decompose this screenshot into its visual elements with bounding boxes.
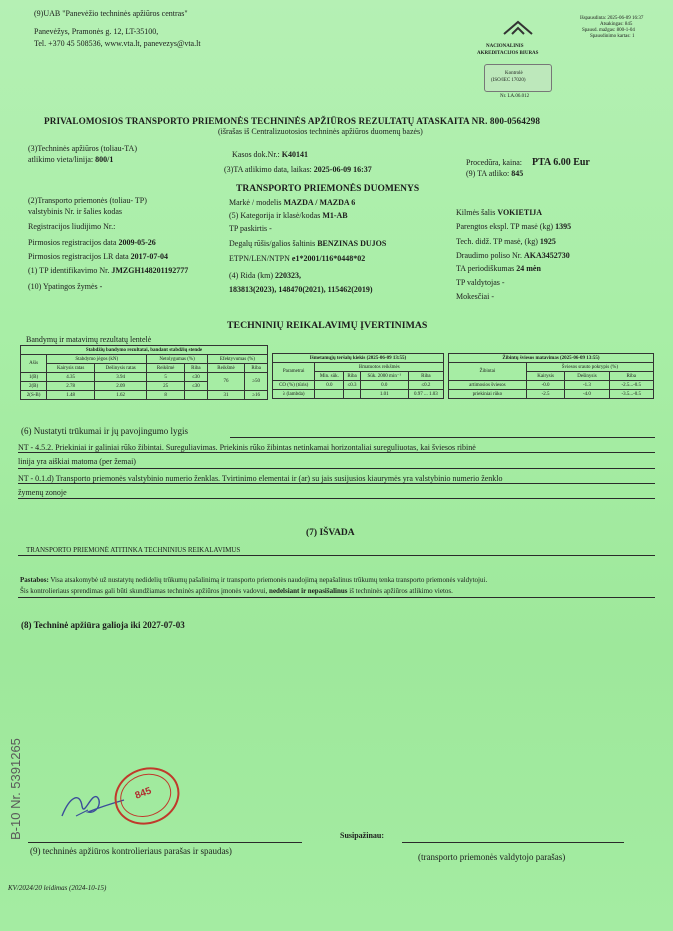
curb-mass	[456, 222, 571, 231]
lights-col-right: Dešinysis	[565, 372, 609, 381]
origin-country-label: Kilmės šalis	[456, 208, 496, 217]
vin	[28, 266, 188, 275]
procedure-value: PTA 6.00 Eur	[531, 157, 590, 168]
cell: 8	[147, 391, 185, 400]
taxes: Mokesčiai -	[456, 292, 494, 301]
cell	[315, 390, 344, 399]
notes-text-2a: Šis kontrolieriaus sprendimas gali būti skundžiamas techninės apžiūros įmonės vadovui,	[20, 587, 268, 595]
accreditation-badge	[484, 64, 552, 92]
cell: ≤0.2	[408, 381, 443, 390]
cell: 5	[147, 373, 185, 382]
conclusion-title: (7) IŠVADA	[306, 528, 355, 538]
first-registration-lt-label: Pirmosios registracijos LR data	[28, 252, 129, 261]
report-subtitle: (išrašas iš Centralizuotosios techninės apžiūros duomenų bazės)	[218, 127, 423, 136]
vehicle-owner: TP valdytojas -	[456, 278, 505, 287]
odometer-history: 183813(2023), 148470(2021), 115462(2019)	[229, 285, 373, 294]
reg-number-label: (2)Transporto priemonės (toliau- TP)	[28, 196, 147, 205]
serial-number: B-10 Nr. 5391265	[8, 738, 23, 840]
lights-col-left: Kairysis	[526, 372, 565, 381]
insurance-value: AKA3452730	[524, 251, 570, 260]
print-info-2: Atsakingas: 845	[600, 22, 633, 27]
notes-line-2	[20, 587, 453, 595]
fuel-label: Degalų rūšis/galios šaltinis	[229, 239, 316, 248]
etpn-value: e1*2001/116*0448*02	[291, 254, 366, 263]
brake-table-title: Stabdžių bandymo rezultatai, bandant stabdžių stende	[21, 346, 268, 355]
cell: 0.0	[360, 381, 408, 390]
category-value: M1-AB	[322, 211, 348, 220]
first-registration-label: Pirmosios registracijos data	[28, 238, 117, 247]
defect-item: žymenų zonoje	[18, 488, 67, 497]
inspection-period-value: 24 mėn	[516, 264, 541, 273]
brake-table	[20, 345, 268, 400]
place-line-label: atlikimo vieta/linija:	[28, 155, 94, 164]
divider	[18, 498, 655, 499]
brake-col-eff-val: Reikšmė	[207, 364, 244, 373]
vin-label: (1) TP identifikavimo Nr.	[28, 266, 110, 275]
cell: 0.0	[315, 381, 344, 390]
max-mass-label: Tech. didž. TP masė, (kg)	[456, 237, 538, 246]
brake-eff-service: 76	[207, 373, 244, 391]
vin-value: JMZGH148201192777	[111, 266, 189, 275]
etpn	[229, 254, 365, 263]
validity-label: (8) Techninė apžiūra galioja iki	[21, 620, 141, 630]
brake-col-eff-lim: Riba	[245, 364, 268, 373]
max-mass-value: 1925	[539, 237, 556, 246]
brake-col-force: Stabdymo jėgos (kN)	[47, 355, 147, 364]
cell: 2.09	[95, 382, 147, 391]
signature-line-owner	[402, 842, 624, 843]
cell: 4.35	[47, 373, 95, 382]
form-version: KV/2024/20 leidimas (2024-10-15)	[8, 884, 107, 892]
inspection-datetime-label: (3)TA atlikimo data, laikas:	[224, 165, 312, 174]
lights-col-angle: Šviesos srauto pokrypis (%)	[526, 363, 653, 372]
brake-eff-park: 31	[207, 391, 244, 400]
signature-line-inspector	[28, 842, 302, 843]
cell: -1.3	[565, 381, 609, 390]
owner-signature-caption: (transporto priemonės valdytojo parašas)	[418, 852, 566, 862]
lights-col-lamp: Žibintai	[449, 363, 527, 381]
accreditation-badge-text: Kontrolė	[505, 71, 523, 76]
brake-col-axis: Ašis	[21, 355, 47, 373]
table-row	[273, 390, 444, 399]
performer-label: (9) TA atliko:	[466, 169, 510, 178]
etpn-label: ETPN/LEN/NTPN	[229, 254, 290, 263]
cell: -4.0	[565, 390, 609, 399]
cell: 2(S-B)	[21, 391, 47, 400]
defects-heading: (6) Nustatyti trūkumai ir jų pavojingumo lygis	[21, 426, 188, 436]
cell: priekiniai rūko	[449, 390, 527, 399]
receipt-doc	[232, 150, 308, 159]
procedure-label: Procedūra, kaina:	[466, 158, 522, 167]
emission-col-limit: Riba	[344, 372, 360, 381]
special-marks: (10) Ypatingos žymės -	[28, 282, 103, 291]
table-row	[449, 390, 654, 399]
assessment-title: TECHNINIŲ REIKALAVIMŲ ĮVERTINIMAS	[227, 320, 428, 331]
brake-col-uneven-lim: Riba	[184, 364, 207, 373]
cell: 1.62	[95, 391, 147, 400]
cell: -2.5	[526, 390, 565, 399]
make-model	[229, 198, 355, 207]
insurance	[456, 251, 570, 260]
odometer-label: (4) Rida (km)	[229, 271, 273, 280]
place-line-value: 800/1	[95, 155, 114, 164]
issuer-address: Panevėžys, Pramonės g. 12, LT-35100,	[34, 27, 159, 36]
issuer-name: (9)UAB "Panevėžio techninės apžiūros centras"	[34, 9, 188, 18]
cell: 1(B)	[21, 373, 47, 382]
cell: -3.5...-0.5	[609, 390, 653, 399]
cell: ≤30	[184, 382, 207, 391]
cell: 1.01	[360, 390, 408, 399]
emission-col-param: Parametrai	[273, 363, 315, 381]
inspection-datetime-value: 2025-06-09 16:37	[313, 165, 372, 174]
defect-item: linija yra aiškiai matoma (per žemai)	[18, 457, 136, 466]
emission-table-title: Išmetamųjų teršalų kiekis (2025-06-09 13:55)	[273, 354, 444, 363]
category-label: (5) Kategorija ir klasė/kodas	[229, 211, 321, 220]
cell: 1.48	[47, 391, 95, 400]
receipt-value: K40141	[281, 150, 309, 159]
place-label: (3)Techninės apžiūros (toliau-TA)	[28, 144, 137, 153]
fuel-value: BENZINAS DUJOS	[317, 239, 387, 248]
brake-eff-service-limit: ≥50	[245, 373, 268, 391]
serial-number-block	[8, 720, 28, 850]
first-registration	[28, 238, 156, 247]
conclusion-text: TRANSPORTO PRIEMONĖ ATITINKA TECHNINIUS REIKALAVIMUS	[26, 546, 241, 554]
max-mass	[456, 237, 556, 246]
accreditation-name: NACIONALINIS	[486, 44, 524, 49]
cell: 3.94	[95, 373, 147, 382]
defect-item: NT - 0.1.d) Transporto priemonės valstybinio numerio ženklas. Tvirtinimo elementai ir (ar) su jais susijusios kiaurymės yra valstybinio numerio ženklo	[18, 474, 503, 483]
issuer-contacts: Tel. +370 45 508536, www.vta.lt, panevezys@vta.lt	[34, 39, 201, 48]
notes-text-2b: nedelsiant ir nepasišalinus	[269, 587, 348, 595]
divider	[18, 555, 655, 556]
accreditation-name-2: AKREDITACIJOS BIURAS	[477, 51, 539, 56]
cell: 2(B)	[21, 382, 47, 391]
acknowledged-label: Susipažinau:	[340, 831, 385, 840]
divider	[18, 483, 655, 484]
print-info-4: Spausdinimo kartas: 1	[590, 34, 635, 39]
origin-country-value: VOKIETIJA	[497, 208, 543, 217]
cell: 2.78	[47, 382, 95, 391]
validity-value: 2027-07-03	[142, 620, 185, 630]
cell: CO (%) (tūris)	[273, 381, 315, 390]
accreditation-logo-icon	[500, 18, 536, 38]
inspector-signature-caption: (9) techninės apžiūros kontrolieriaus parašas ir spaudas)	[30, 846, 232, 856]
table-row	[449, 381, 654, 390]
first-registration-value: 2009-05-26	[118, 238, 156, 247]
brake-col-force-left: Kairysis ratas	[47, 364, 95, 373]
curb-mass-label: Parengtos ekspl. TP masė (kg)	[456, 222, 554, 231]
lights-col-limit: Riba	[609, 372, 653, 381]
inspection-period	[456, 264, 541, 273]
make-model-value: MAZDA / MAZDA 6	[283, 198, 356, 207]
place-line	[28, 155, 113, 164]
category	[229, 211, 348, 220]
emission-col-measured: Išmatuotos reikšmės	[315, 363, 444, 372]
table-row	[21, 391, 268, 400]
inspection-datetime	[224, 165, 372, 174]
emission-table	[272, 353, 444, 399]
emission-col-rev: Sūk. 2000 min⁻¹	[360, 372, 408, 381]
odometer-value: 220323,	[275, 271, 301, 280]
divider	[18, 468, 655, 469]
procedure	[466, 157, 590, 168]
curb-mass-value: 1395	[555, 222, 572, 231]
emission-col-limit-2: Riba	[408, 372, 443, 381]
odometer	[229, 271, 301, 280]
first-registration-lt	[28, 252, 168, 261]
table-row	[21, 373, 268, 382]
print-info-3: Spausd. mažgas: 800-1-04	[582, 28, 635, 33]
notes-line-1	[20, 576, 487, 584]
accreditation-badge-standard: (ISO/IEC 17020)	[491, 78, 526, 83]
emission-col-min: Min. sūk.	[315, 372, 344, 381]
receipt-label: Kasos dok.Nr.:	[232, 150, 280, 159]
report-title: PRIVALOMOSIOS TRANSPORTO PRIEMONĖS TECHNINĖS APŽIŪROS REZULTATŲ ATASKAITA NR. 800-0564298	[44, 116, 541, 126]
performer-value: 845	[511, 169, 524, 178]
brake-col-force-right: Dešinysis ratas	[95, 364, 147, 373]
validity	[21, 620, 185, 630]
stamp-number: 845	[133, 785, 154, 802]
cell: ≤0.3	[344, 381, 360, 390]
measurements-label: Bandymų ir matavimų rezultatų lentelė	[26, 335, 152, 344]
notes-text-2c: iš techninės apžiūros atlikimo vietos.	[349, 587, 453, 595]
fuel	[229, 239, 386, 248]
cell	[344, 390, 360, 399]
notes-text-1: Visa atsakomybė už nustatytų nedidelių trūkumų pašalinimą ir transporto priemonės naudojimą nepašalinus trūkumų tenka transporto priemonės valdytojui.	[50, 576, 488, 584]
cell	[184, 391, 207, 400]
cell: artimosios šviesos	[449, 381, 527, 390]
divider	[230, 437, 655, 438]
cell: 25	[147, 382, 185, 391]
origin-country	[456, 208, 542, 217]
cell: -2.5...-0.5	[609, 381, 653, 390]
notes-label: Pastabos:	[20, 576, 49, 584]
reg-certificate-label: Registracijos liudijimo Nr.:	[28, 222, 116, 231]
brake-col-uneven-val: Reikšmė	[147, 364, 185, 373]
lights-table-title: Žibintų šviesos matavimas (2025-06-09 13:55)	[449, 354, 654, 363]
insurance-label: Draudimo poliso Nr.	[456, 251, 522, 260]
vehicle-section-title: TRANSPORTO PRIEMONĖS DUOMENYS	[236, 184, 420, 194]
accreditation-number: Nr. LA.06.012	[500, 94, 530, 99]
cell: 0.97 ... 1.03	[408, 390, 443, 399]
divider	[18, 597, 655, 598]
cell: -0.0	[526, 381, 565, 390]
inspection-period-label: TA periodiškumas	[456, 264, 515, 273]
brake-eff-park-limit: ≥16	[245, 391, 268, 400]
brake-col-eff: Efektyvumas (%)	[207, 355, 267, 364]
reg-number-label-2: valstybinis Nr. ir šalies kodas	[28, 207, 122, 216]
first-registration-lt-value: 2017-07-04	[130, 252, 168, 261]
lights-table	[448, 353, 654, 399]
print-info-1: Išspausdinta: 2025-06-09 16:37	[580, 16, 644, 21]
table-row	[273, 381, 444, 390]
brake-col-uneven: Netolygumas (%)	[147, 355, 208, 364]
inspector-stamp-icon	[106, 758, 187, 833]
cell: ≤30	[184, 373, 207, 382]
vehicle-purpose: TP paskirtis -	[229, 224, 272, 233]
cell: λ (lambda)	[273, 390, 315, 399]
divider	[18, 452, 655, 453]
defect-item: NT - 4.5.2. Priekiniai ir galiniai rūko žibintai. Sureguliavimas. Priekinis rūko žibintas netinkamai horizontaliai sureguliuotas, kai šviesos ribinė	[18, 443, 476, 452]
performer	[466, 169, 523, 178]
make-model-label: Markė / modelis	[229, 198, 282, 207]
